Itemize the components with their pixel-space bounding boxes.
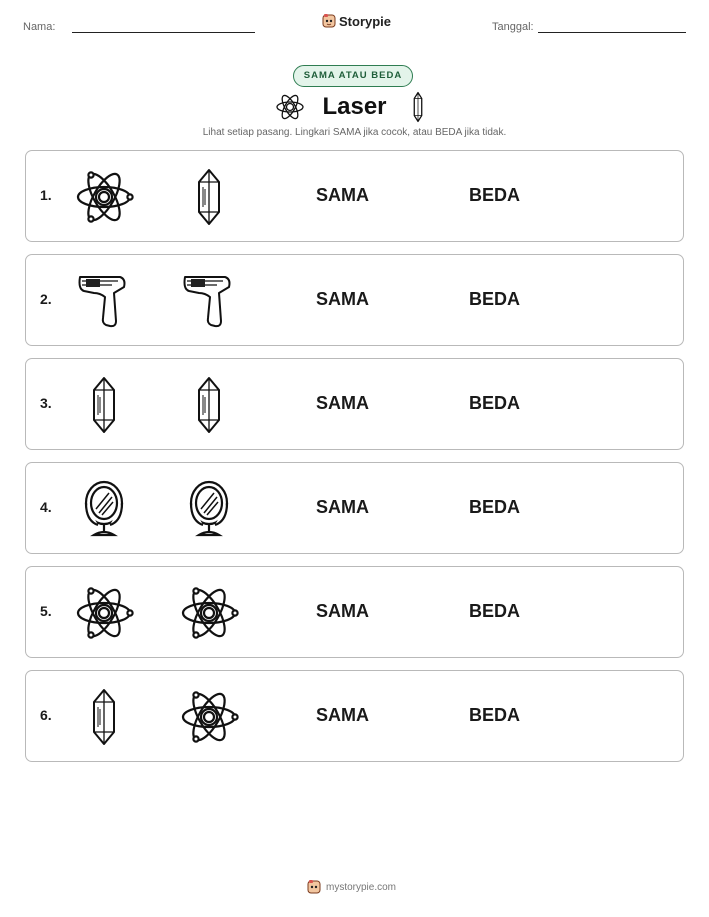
activity-badge: SAMA ATAU BEDA: [293, 65, 413, 87]
mirror-icon: [74, 479, 134, 539]
exercise-card: [25, 150, 684, 242]
name-field[interactable]: [72, 32, 255, 33]
same-option[interactable]: SAMA: [316, 601, 369, 621]
date-label: Tanggal:: [492, 21, 534, 33]
footer-url: mystorypie.com: [326, 881, 397, 893]
storypie-mascot-icon: [307, 879, 321, 895]
footer: [307, 879, 396, 895]
date-field[interactable]: [538, 32, 686, 33]
row-number: 4.: [40, 499, 52, 515]
crystal-icon: [179, 375, 239, 435]
crystal-icon: [179, 167, 239, 227]
different-option[interactable]: BEDA: [469, 289, 521, 309]
different-option[interactable]: BEDA: [469, 393, 521, 413]
crystal-icon: [74, 375, 134, 435]
same-option[interactable]: SAMA: [316, 705, 369, 725]
different-option[interactable]: BEDA: [469, 185, 521, 205]
row-number: 1.: [40, 187, 52, 203]
page-title: Laser: [322, 93, 387, 120]
barcode-scanner-icon: [179, 271, 239, 331]
storypie-mascot-icon: [322, 13, 336, 29]
brand-logo: [322, 13, 391, 29]
different-option[interactable]: BEDA: [469, 497, 521, 517]
row-number: 3.: [40, 395, 52, 411]
atom-icon: [74, 167, 134, 227]
instructions: Lihat setiap pasang. Lingkari SAMA jika cocok, atau BEDA jika tidak.: [202, 127, 507, 138]
different-option[interactable]: BEDA: [469, 705, 521, 725]
exercise-card: [25, 670, 684, 762]
crystal-icon: [408, 91, 428, 123]
row-number: 5.: [40, 603, 52, 619]
brand-name: Storypie: [339, 13, 392, 29]
same-option[interactable]: SAMA: [316, 185, 369, 205]
atom-icon: [74, 583, 134, 643]
same-option[interactable]: SAMA: [316, 289, 369, 309]
atom-icon: [275, 92, 305, 122]
exercise-card: [25, 462, 684, 554]
same-option[interactable]: SAMA: [316, 497, 369, 517]
name-label: Nama:: [23, 21, 56, 33]
row-number: 6.: [40, 707, 52, 723]
exercise-card: [25, 254, 684, 346]
different-option[interactable]: BEDA: [469, 601, 521, 621]
barcode-scanner-icon: [74, 271, 134, 331]
crystal-icon: [74, 687, 134, 747]
atom-icon: [179, 687, 239, 747]
mirror-icon: [179, 479, 239, 539]
exercise-card: [25, 566, 684, 658]
same-option[interactable]: SAMA: [316, 393, 369, 413]
exercise-card: [25, 358, 684, 450]
atom-icon: [179, 583, 239, 643]
row-number: 2.: [40, 291, 52, 307]
